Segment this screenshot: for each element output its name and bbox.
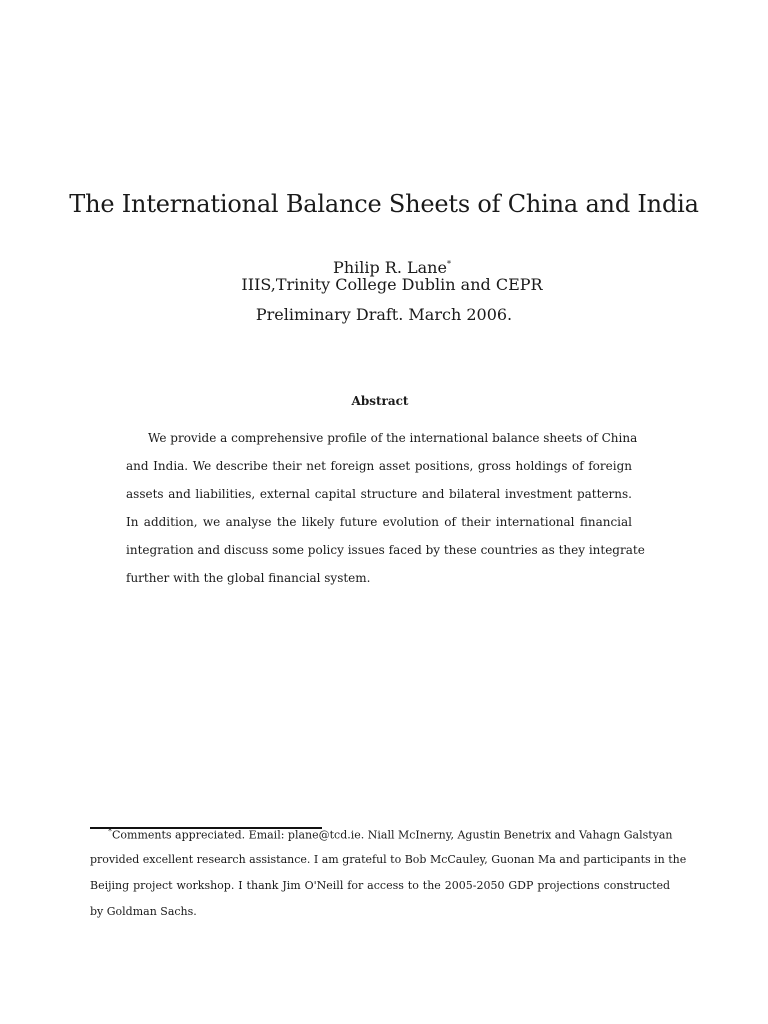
footnote-mark: * (108, 827, 112, 836)
abstract-heading: Abstract (351, 394, 409, 408)
paper-title: The International Balance Sheets of China and India (69, 190, 699, 218)
footnote-line: by Goldman Sachs. (90, 905, 197, 918)
draft-date: Preliminary Draft. March 2006. (255, 305, 513, 324)
abstract-line: In addition, we analyse the likely future evolution of their international financial (126, 515, 632, 529)
abstract-line: assets and liabilities, external capital structure and bilateral investment patterns. (126, 487, 632, 501)
abstract-line: and India. We describe their net foreign asset positions, gross holdings of foreign (126, 459, 632, 473)
footnote-line: Beijing project workshop. I thank Jim O'Neill for access to the 2005-2050 GDP projections constructed (90, 879, 670, 892)
footnote-line: provided excellent research assistance. I am grateful to Bob McCauley, Guonan Ma and participants in the (90, 853, 687, 866)
abstract-line: further with the global financial system. (126, 571, 371, 585)
author-footnote-mark: * (446, 259, 451, 269)
abstract-line: integration and discuss some policy issues faced by these countries as they integrate (126, 543, 645, 557)
author-name: Philip R. Lane (333, 258, 447, 277)
abstract-line: We provide a comprehensive profile of the international balance sheets of China (148, 431, 638, 445)
footnote-line-text: Comments appreciated. Email: plane@tcd.ie. Niall McInerny, Agustin Benetrix and Vahagn Galstyan (112, 828, 673, 842)
affiliation: IIIS,Trinity College Dublin and CEPR (241, 275, 543, 294)
footnote-line (108, 827, 673, 842)
